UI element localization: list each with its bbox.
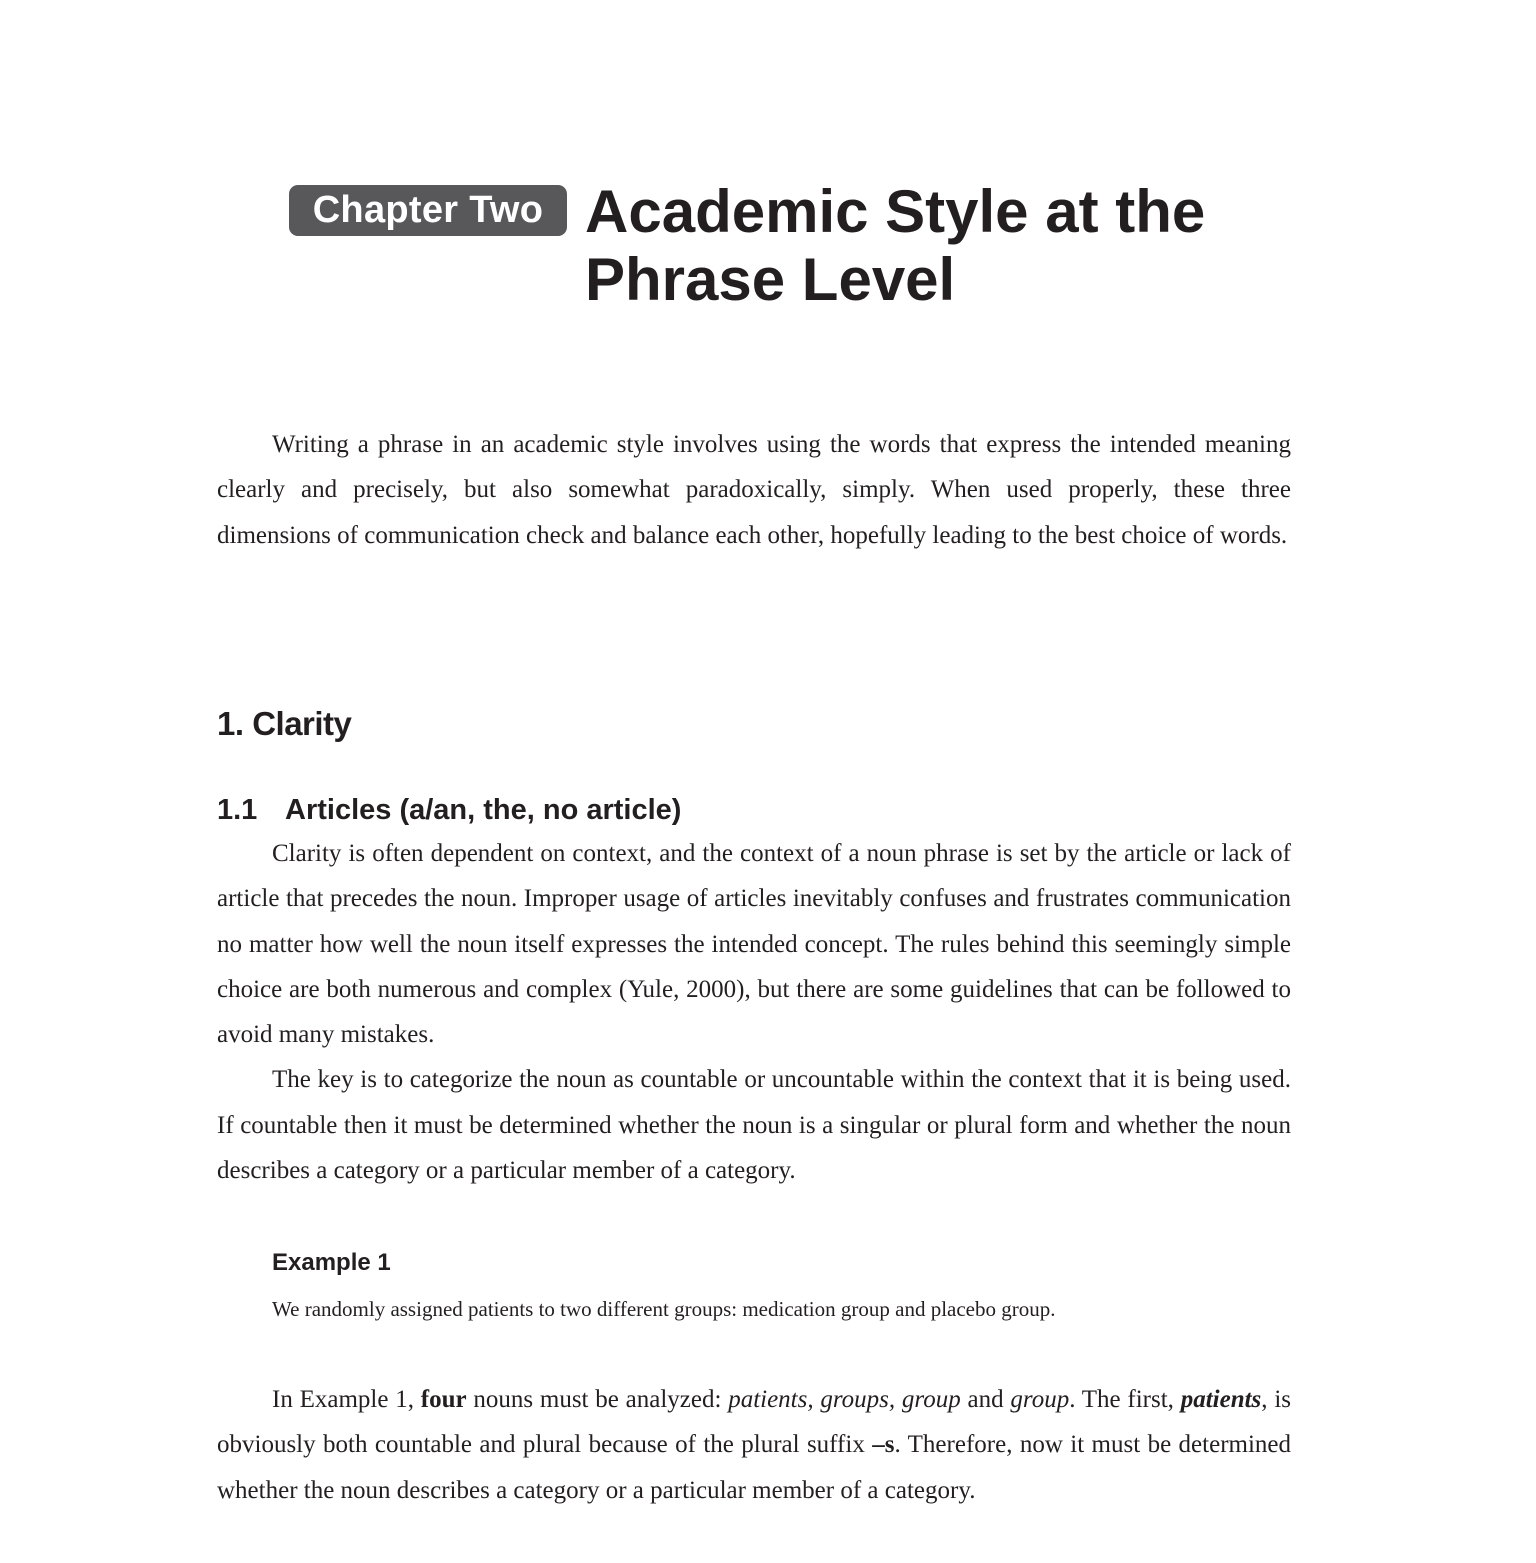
analysis-block [217, 1377, 1291, 1513]
subsection-title: Articles (a/an, the, no article) [285, 794, 682, 826]
chapter-title-line-2: Phrase Level [585, 246, 956, 313]
analysis-italic-text: patients, groups, group [728, 1386, 961, 1413]
analysis-text: . Therefore, now it must be determined whether the noun describes a category or a particular member of a category. [217, 1431, 1292, 1504]
chapter-title-line-1: Academic Style at the [585, 178, 1206, 245]
analysis-bold-italic-text: patients [1180, 1386, 1262, 1413]
intro-paragraph: Writing a phrase in an academic style involves using the words that express the intended meaning clearly and precisely, but also somewhat paradoxically, simply. When used properly, these three dimensions of communication check and balance each other, hopefully leading to the best choice of words. [217, 431, 1291, 549]
body-paragraph: The key is to categorize the noun as countable or uncountable within the context that it is being used. If countable then it must be determined whether the noun is a singular or plural form and whether the noun describes a category or a particular member of a category. [217, 1066, 1291, 1185]
analysis-bold-text: –s [872, 1431, 895, 1459]
analysis-text: In Example 1, [272, 1386, 421, 1413]
analysis-text: nouns must be analyzed: [466, 1386, 729, 1413]
body-paragraph: Clarity is often dependent on context, and the context of a noun phrase is set by the article or lack of article that precedes the noun. Improper usage of articles inevitably confuses and frustrates communication no matter how well the noun itself expresses the intended concept. The rules behind this seemingly simple choice are both numerous and complex (Yule, 2000), but there are some guidelines that can be followed to avoid many mistakes. [217, 840, 1291, 1049]
analysis-text: . The first, [1069, 1386, 1181, 1413]
intro-block [217, 422, 1291, 558]
analysis-bold-text: four [420, 1386, 467, 1413]
example-heading: Example 1 [272, 1249, 391, 1276]
analysis-text: , is obviously both countable and plural because of the plural suffix [217, 1386, 1291, 1459]
analysis-paragraph [217, 1377, 1291, 1513]
subsection-number: 1.1 [217, 794, 258, 826]
chapter-badge: Chapter Two [289, 185, 567, 236]
subsection-heading-articles [217, 791, 681, 829]
example-text: We randomly assigned patients to two different groups: medication group and placebo group. [272, 1297, 1056, 1321]
analysis-text: and [960, 1386, 1011, 1413]
analysis-italic-text: group [1010, 1386, 1070, 1413]
chapter-title [585, 178, 1305, 314]
articles-body [217, 831, 1291, 1193]
section-heading-clarity: 1. Clarity [217, 705, 352, 742]
